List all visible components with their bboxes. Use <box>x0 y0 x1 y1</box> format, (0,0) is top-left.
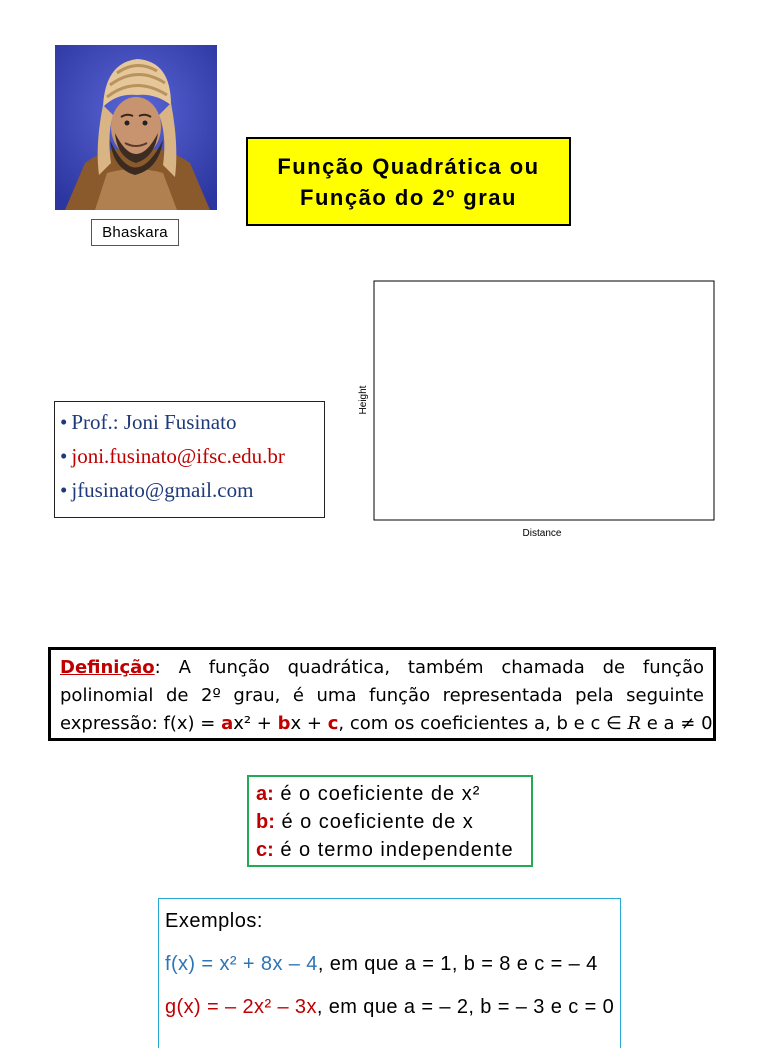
examples-header: Exemplos: <box>165 910 263 932</box>
portrait-caption: Bhaskara <box>91 219 179 246</box>
definition-line-2: polinomial de 2º grau, é uma função representada pela seguinte <box>60 685 704 706</box>
coef-b-label: b <box>277 713 291 734</box>
title-line-2: Função do 2º grau <box>300 184 517 210</box>
bullet-icon: • <box>60 478 68 502</box>
example-1-function: f(x) = x² + 8x – 4 <box>165 953 318 975</box>
contact-item-name <box>60 405 324 439</box>
bhaskara-portrait <box>55 45 217 210</box>
professor-name: Prof.: Joni Fusinato <box>71 410 237 434</box>
bullet-icon: • <box>60 444 68 468</box>
coef-c-label: c <box>327 713 339 734</box>
coefficient-a <box>256 780 531 808</box>
definition-text-3b: , com os coeficientes a, b e c ∈ <box>338 713 628 734</box>
coefficient-desc: é o termo independente <box>273 839 514 861</box>
coefficient-key: c: <box>256 839 274 861</box>
bullet-icon: • <box>60 410 68 434</box>
contact-item-email-gmail[interactable] <box>60 473 324 507</box>
coefficient-c <box>256 836 531 864</box>
definition-term: Definição <box>60 657 155 678</box>
definition-text-3a: expressão: f(x) = <box>60 713 222 734</box>
chart-plot-area <box>374 281 714 520</box>
contact-item-email-ifsc[interactable] <box>60 439 324 473</box>
coefficient-key: b: <box>256 811 275 833</box>
definition-x2: x² + <box>233 713 278 734</box>
portrait-image <box>55 45 217 210</box>
example-2-text: , em que a = – 2, b = – 3 e c = 0 <box>316 996 615 1018</box>
definition-text-3c: e a ≠ 0 <box>641 713 713 734</box>
definition-x: x + <box>290 713 328 734</box>
chart-svg <box>350 275 730 545</box>
real-set-symbol: R <box>627 713 642 734</box>
coefficients-box <box>247 775 533 867</box>
coefficient-key: a: <box>256 783 274 805</box>
title-line-1: Função Quadrática ou <box>277 153 540 179</box>
example-1-text: , em que a = 1, b = 8 e c = – 4 <box>317 953 598 975</box>
chart-ylabel: Height <box>358 385 369 415</box>
chart <box>350 275 730 545</box>
page-title <box>246 137 571 226</box>
coefficient-desc: é o coeficiente de x <box>274 811 474 833</box>
example-2 <box>165 991 620 1023</box>
examples-box <box>158 898 621 1048</box>
email-gmail-link[interactable]: jfusinato@gmail.com <box>71 478 254 502</box>
definition-line-3 <box>60 710 713 738</box>
coefficient-b <box>256 808 531 836</box>
definition-text-1: : A função quadrática, também chamada de função <box>154 657 704 678</box>
definition-line-1 <box>60 654 704 682</box>
chart-xlabel: Distance <box>522 528 562 539</box>
coefficient-desc: é o coeficiente de x² <box>273 783 481 805</box>
email-ifsc-link[interactable]: joni.fusinato@ifsc.edu.br <box>71 444 285 468</box>
example-2-function: g(x) = – 2x² – 3x <box>165 996 317 1018</box>
contact-box <box>54 401 325 518</box>
coef-a-label: a <box>221 713 234 734</box>
definition-box <box>48 647 716 741</box>
example-1 <box>165 948 620 980</box>
